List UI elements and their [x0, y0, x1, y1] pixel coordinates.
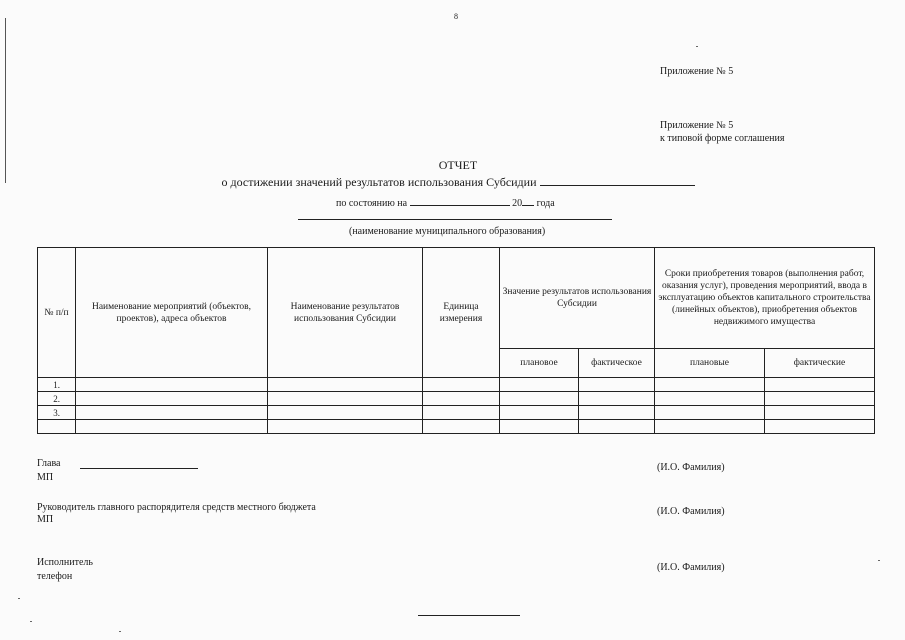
executor-phone-label: телефон [37, 571, 73, 582]
appendix-label: Приложение № 5 [660, 120, 734, 131]
scan-speck [18, 598, 20, 599]
date-year: 20 [512, 198, 523, 209]
table-cell[interactable] [423, 378, 500, 392]
row-number [38, 420, 76, 434]
date-year-blank[interactable] [522, 195, 534, 206]
head-name-caption: (И.О. Фамилия) [657, 462, 725, 473]
row-number: 3. [38, 406, 76, 420]
table-cell[interactable] [500, 392, 579, 406]
report-subtitle-line [0, 175, 905, 190]
date-day-blank[interactable] [410, 195, 510, 206]
table-header-row [38, 248, 875, 349]
date-prefix: по состоянию на [336, 198, 408, 209]
table-row [38, 392, 875, 406]
appendix-label-block [660, 119, 784, 145]
table-cell[interactable] [268, 392, 423, 406]
table-cell[interactable] [500, 406, 579, 420]
table-cell[interactable] [579, 378, 655, 392]
table-cell[interactable] [76, 420, 268, 434]
scan-speck [119, 631, 121, 632]
table-cell[interactable] [423, 406, 500, 420]
header-events: Наименование мероприятий (объектов, проектов), адреса объектов [76, 248, 268, 378]
head-stamp-label: МП [37, 472, 54, 483]
table-cell[interactable] [765, 406, 875, 420]
report-title: ОТЧЕТ [438, 158, 478, 172]
page-number: 8 [454, 12, 458, 21]
table-cell[interactable] [765, 378, 875, 392]
scan-speck [30, 621, 32, 622]
row-number: 1. [38, 378, 76, 392]
table-cell[interactable] [500, 378, 579, 392]
subsidy-blank[interactable] [540, 175, 695, 186]
table-cell[interactable] [765, 420, 875, 434]
table-cell[interactable] [655, 406, 765, 420]
report-subtitle: о достижении значений результатов использования Субсидии [221, 175, 537, 189]
header-num: № п/п [38, 248, 76, 378]
table-cell[interactable] [655, 420, 765, 434]
table-cell[interactable] [76, 378, 268, 392]
header-value-actual: фактическое [579, 349, 655, 378]
header-terms-group: Сроки приобретения товаров (выполнения работ, оказания услуг), проведения мероприятий, ввода в эксплуатацию объектов капитального строительства (линейных объектов), приобретения объектов недвижимого имущества [655, 248, 875, 349]
row-number: 2. [38, 392, 76, 406]
manager-name-caption: (И.О. Фамилия) [657, 506, 725, 517]
table-cell[interactable] [268, 378, 423, 392]
table-cell[interactable] [655, 392, 765, 406]
scan-speck [696, 46, 698, 47]
header-terms-actual: фактические [765, 349, 875, 378]
report-date-line [336, 195, 555, 209]
scan-speck [878, 560, 880, 561]
manager-label: Руководитель главного распорядителя средств местного бюджета [37, 502, 316, 513]
table-cell[interactable] [268, 406, 423, 420]
table-cell[interactable] [423, 392, 500, 406]
municipality-blank[interactable] [298, 219, 612, 220]
date-suffix: года [536, 198, 555, 209]
manager-stamp-label: МП [37, 514, 54, 525]
table-cell[interactable] [268, 420, 423, 434]
table-cell[interactable] [579, 420, 655, 434]
footer-divider [418, 615, 520, 616]
header-unit: Единица измерения [423, 248, 500, 378]
table-cell[interactable] [655, 378, 765, 392]
header-terms-planned: плановые [655, 349, 765, 378]
header-value-planned: плановое [500, 349, 579, 378]
table-cell[interactable] [765, 392, 875, 406]
table-cell[interactable] [76, 392, 268, 406]
table-cell[interactable] [76, 406, 268, 420]
table-cell[interactable] [500, 420, 579, 434]
head-signature-line[interactable] [80, 468, 198, 469]
report-table [37, 247, 875, 434]
table-row [38, 406, 875, 420]
appendix-label-top: Приложение № 5 [660, 66, 734, 77]
head-label: Глава [37, 458, 61, 469]
header-results: Наименование результатов использования Субсидии [268, 248, 423, 378]
table-row [38, 378, 875, 392]
table-cell[interactable] [423, 420, 500, 434]
executor-name-caption: (И.О. Фамилия) [657, 562, 725, 573]
table-row [38, 420, 875, 434]
header-value-group: Значение результатов использования Субсидии [500, 248, 655, 349]
municipality-caption: (наименование муниципального образования) [349, 226, 546, 237]
table-cell[interactable] [579, 392, 655, 406]
appendix-sublabel: к типовой форме соглашения [660, 133, 785, 144]
executor-label: Исполнитель [37, 557, 93, 568]
table-cell[interactable] [579, 406, 655, 420]
